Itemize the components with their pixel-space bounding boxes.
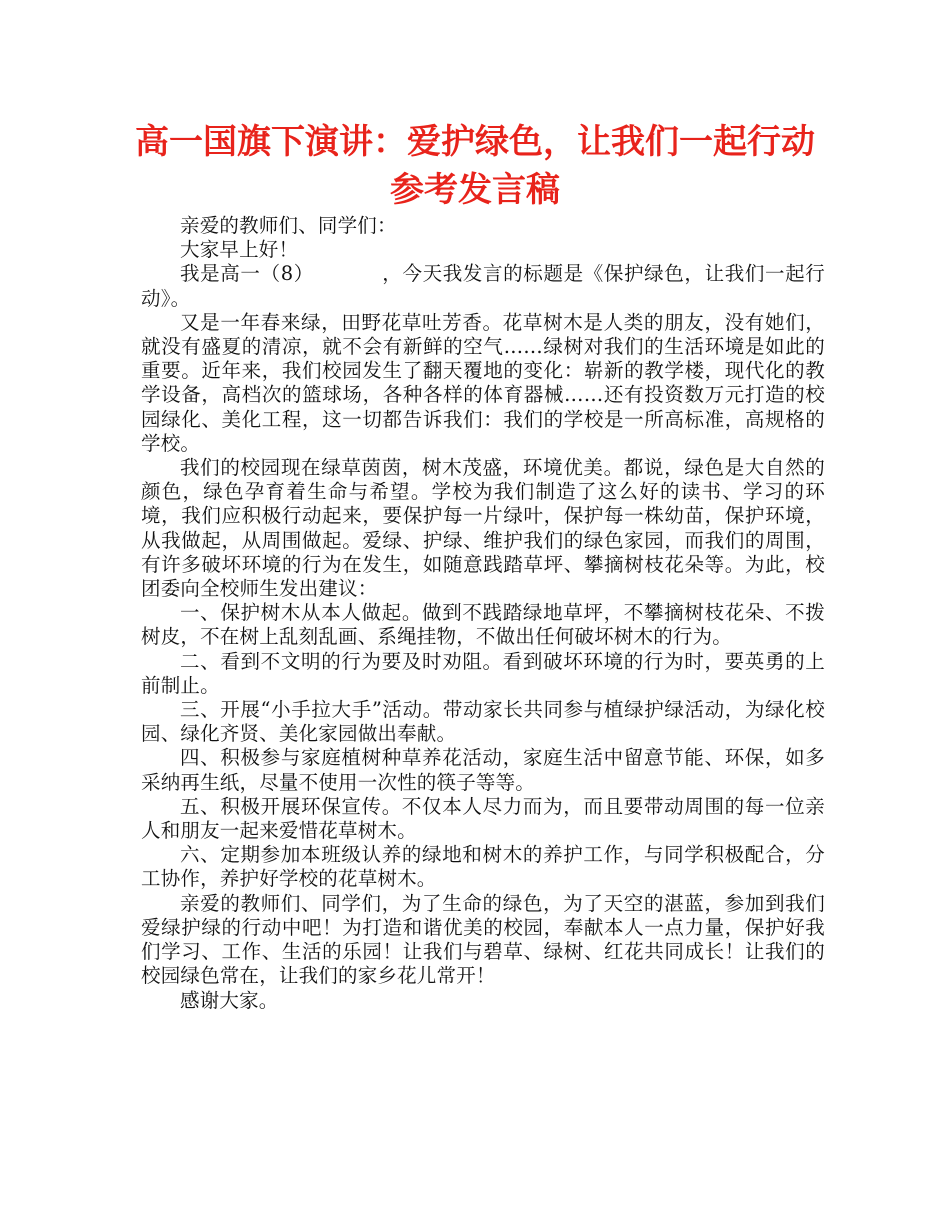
paragraph-intro: 我是高一（8） ，今天我发言的标题是《保护绿色，让我们一起行动》。 xyxy=(141,262,825,310)
paragraph-suggestion-5: 五、积极开展环保宣传。不仅本人尽力而为，而且要带动周围的每一位亲人和朋友一起来爱惜花草树木。 xyxy=(141,794,825,843)
paragraph-campus: 我们的校园现在绿草茵茵，树木茂盛，环境优美。都说，绿色是大自然的颜色，绿色孕育着生命与希望。学校为我们制造了这么好的读书、学习的环境，我们应积极行动起来，要保护每一片绿叶，保护每一株幼苗，保护环境，从我做起，从周围做起。爱绿、护绿、维护我们的绿色家园，而我们的周围，有许多破坏环境的行为在发生，如随意践踏草坪、攀摘树枝花朵等。为此，校团委向全校师生发出建议： xyxy=(141,456,825,601)
paragraph-greeting: 亲爱的教师们、同学们： xyxy=(180,214,397,237)
paragraph-suggestion-1: 一、保护树木从本人做起。做到不践踏绿地草坪，不攀摘树枝花朵、不拨树皮，不在树上乱刻乱画、系绳挂物，不做出任何破坏树木的行为。 xyxy=(141,601,825,649)
paragraph-suggestion-4: 四、积极参与家庭植树种草养花活动，家庭生活中留意节能、环保，如多采纳再生纸，尽量不使用一次性的筷子等等。 xyxy=(141,746,825,794)
paragraph-suggestion-3: 三、开展“小手拉大手”活动。带动家长共同参与植绿护绿活动，为绿化校园、绿化齐贤、美化家园做出奉献。 xyxy=(141,698,825,746)
document-title: 高一国旗下演讲：爱护绿色，让我们一起行动参考发言稿 xyxy=(135,122,815,210)
paragraph-morning: 大家早上好！ xyxy=(180,238,299,262)
paragraph-suggestion-6: 六、定期参加本班级认养的绿地和树木的养护工作，与同学积极配合，分工协作，养护好学校的花草树木。 xyxy=(141,843,825,891)
paragraph-thanks: 感谢大家。 xyxy=(180,988,279,1012)
paragraph-spring: 又是一年春来绿，田野花草吐芳香。花草树木是人类的朋友，没有她们，就没有盛夏的清凉，就不会有新鲜的空气……绿树对我们的生活环境是如此的重要。近年来，我们校园发生了翻天覆地的变化：崭新的教学楼，现代化的教学设备，高档次的篮球场，各种各样的体育器械……还有投资数万元打造的校园绿化、美化工程，这一切都告诉我们：我们的学校是一所高标准，高规格的学校。 xyxy=(141,310,825,455)
paragraph-closing: 亲爱的教师们、同学们，为了生命的绿色，为了天空的湛蓝，参加到我们爱绿护绿的行动中吧！为打造和谐优美的校园，奉献本人一点力量，保护好我们学习、工作、生活的乐园！让我们与碧草、绿树、红花共同成长！让我们的校园绿色常在，让我们的家乡花儿常开！ xyxy=(141,891,825,988)
paragraph-suggestion-2: 二、看到不文明的行为要及时劝阻。看到破坏环境的行为时，要英勇的上前制止。 xyxy=(141,649,825,697)
document-body xyxy=(141,214,825,1013)
